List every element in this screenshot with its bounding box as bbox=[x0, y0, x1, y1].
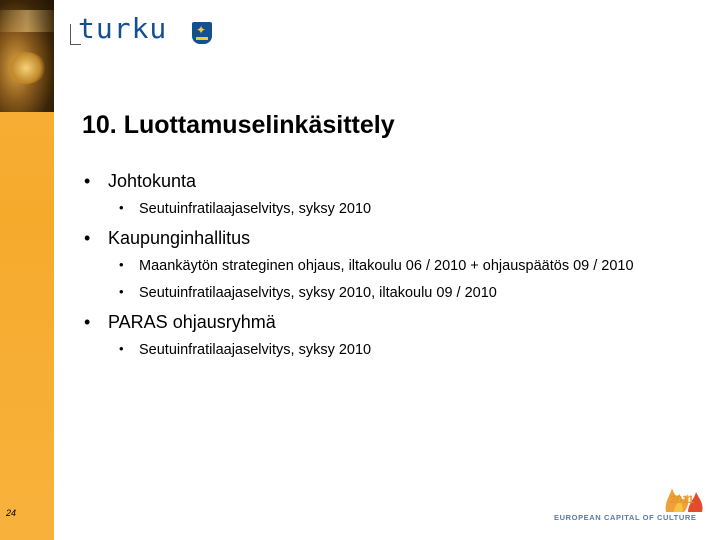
slide-title: 10. Luottamuselinkäsittely bbox=[82, 111, 395, 139]
bullet-text: Johtokunta bbox=[108, 171, 197, 191]
bullet-level2 bbox=[119, 341, 372, 358]
bullet-text: Kaupunginhallitus bbox=[108, 228, 251, 248]
bullet-level2 bbox=[119, 200, 372, 217]
crest-bar bbox=[196, 37, 208, 40]
photo-highlight bbox=[0, 10, 54, 32]
bullet-dot: • bbox=[119, 341, 124, 356]
bullet-level1 bbox=[84, 228, 251, 249]
bullet-level1 bbox=[84, 171, 197, 192]
bullet-text: PARAS ohjausryhmä bbox=[108, 312, 276, 332]
ecoc-text: EUROPEAN CAPITAL OF CULTURE bbox=[554, 513, 697, 522]
bullet-text: Seutuinfratilaajaselvitys, syksy 2010, iltakoulu 09 / 2010 bbox=[139, 285, 497, 301]
bullet-text: Seutuinfratilaajaselvitys, syksy 2010 bbox=[139, 342, 372, 358]
bullet-dot: • bbox=[119, 284, 124, 299]
bullet-level2 bbox=[119, 257, 634, 274]
bullet-text: Seutuinfratilaajaselvitys, syksy 2010 bbox=[139, 201, 372, 217]
crest-icon bbox=[192, 22, 212, 44]
bullet-level1 bbox=[84, 312, 276, 333]
sidebar-orange-bar bbox=[0, 0, 54, 540]
bullet-dot: • bbox=[84, 171, 91, 191]
bullet-dot: • bbox=[119, 200, 124, 215]
page-number: 24 bbox=[6, 508, 17, 518]
bullet-dot: • bbox=[84, 312, 91, 332]
bullet-text: Maankäytön strateginen ohjaus, iltakoulu 06 / 2010 + ohjauspäätös 09 / 2010 bbox=[139, 258, 634, 274]
ecoc-logo bbox=[554, 480, 714, 526]
turku-logo bbox=[70, 12, 215, 48]
logo-text: turku bbox=[78, 12, 168, 45]
ecoc-year: 2011 bbox=[670, 494, 694, 506]
bullet-level2 bbox=[119, 284, 497, 301]
sidebar-photo bbox=[0, 0, 54, 112]
bullet-dot: • bbox=[84, 228, 91, 248]
photo-ornament bbox=[6, 52, 46, 84]
crest-star-icon: ✦ bbox=[196, 23, 207, 37]
bullet-dot: • bbox=[119, 257, 124, 272]
